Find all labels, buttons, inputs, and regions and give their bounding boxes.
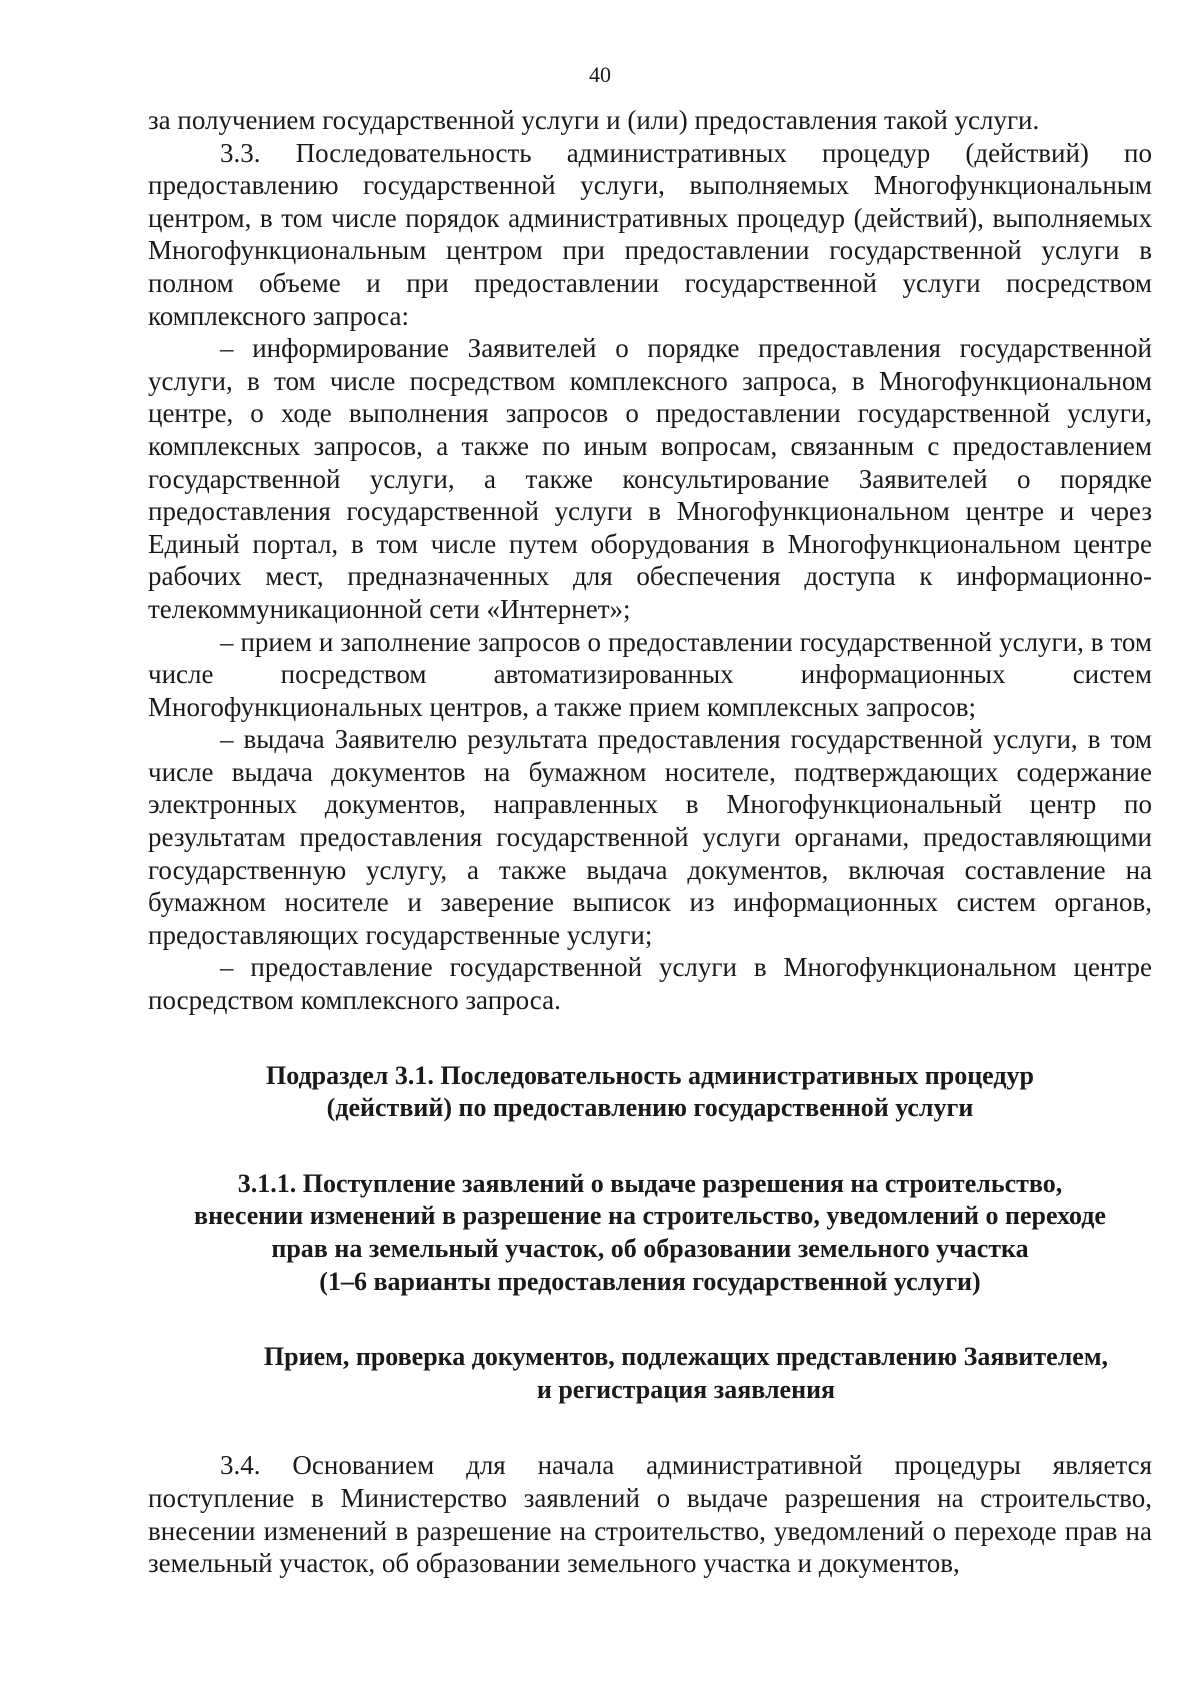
receipt-heading	[148, 1341, 1152, 1406]
subsection-heading-line2: (действий) по предоставлению государственной услуги	[326, 1093, 974, 1123]
list-item-informing: – информирование Заявителей о порядке предоставления государственной услуги, в том числе посредством комплексного запроса, в Многофункциональном центре, о ходе выполнения запросов о предоставлении государственной услуги, комплексных запросов, а также по иным вопросам, связанным с предоставлением государственной услуги, а также консультирование Заявителей о порядке предоставления государственной услуги в Многофункциональном центре и через Единый портал, в том числе путем оборудования в Многофункциональном центре рабочих мест, предназначенных для обеспечения доступа к информационно-телекоммуникационной сети «Интернет»;	[148, 333, 1152, 624]
section-3-1-1-line3: прав на земельный участок, об образовании земельного участка	[271, 1234, 1029, 1263]
section-3-1-1-heading	[148, 1168, 1152, 1298]
list-item-reception: – прием и заполнение запросов о предоставлении государственной услуги, в том числе посредством автоматизированных информационных систем Многофункциональных центров, а также прием комплексных запросов;	[148, 626, 1152, 722]
section-3-1-1-line2: внесении изменений в разрешение на строительство, уведомлений о переходе	[194, 1201, 1106, 1231]
page-number: 40	[589, 62, 611, 87]
subsection-heading-line1: Подраздел 3.1. Последовательность административных процедур	[266, 1060, 1034, 1090]
paragraph-3-4: 3.4. Основанием для начала административной процедуры является поступление в Министерство заявлений о выдаче разрешения на строительство, внесении изменений в разрешение на строительство, уведомлений о переходе прав на земельный участок, об образовании земельного участка и документов,	[148, 1450, 1152, 1579]
list-item-complex-request: – предоставление государственной услуги в Многофункциональном центре посредством комплексного запроса.	[148, 952, 1152, 1016]
list-item-issuance: – выдача Заявителю результата предоставления государственной услуги, в том числе выдача документов на бумажном носителе, подтверждающих содержание электронных документов, направленных в Многофункциональный центр по результатам предоставления государственной услуги органами, предоставляющими государственную услугу, а также выдача документов, включая составление на бумажном носителе и заверение выписок из информационных систем органов, предоставляющих государственные услуги;	[148, 724, 1152, 950]
receipt-heading-line1: Прием, проверка документов, подлежащих представлению Заявителем,	[263, 1342, 1109, 1372]
subsection-heading	[148, 1060, 1152, 1125]
document-body	[148, 104, 1152, 1580]
paragraph-continuation: за получением государственной услуги и (или) предоставления такой услуги.	[148, 105, 1040, 135]
section-3-1-1-line1: 3.1.1. Поступление заявлений о выдаче разрешения на строительство,	[237, 1168, 1063, 1198]
receipt-heading-line2: и регистрация заявления	[536, 1374, 836, 1404]
paragraph-3-3: 3.3. Последовательность административных процедур (действий) по предоставлению государственной услуги, выполняемых Многофункциональным центром, в том числе порядок административных процедур (действий), выполняемых Многофункциональным центром при предоставлении государственной услуги в полном объеме и при предоставлении государственной услуги посредством комплексного запроса:	[148, 137, 1152, 331]
section-3-1-1-line4: (1–6 варианты предоставления государственной услуги)	[319, 1266, 981, 1296]
